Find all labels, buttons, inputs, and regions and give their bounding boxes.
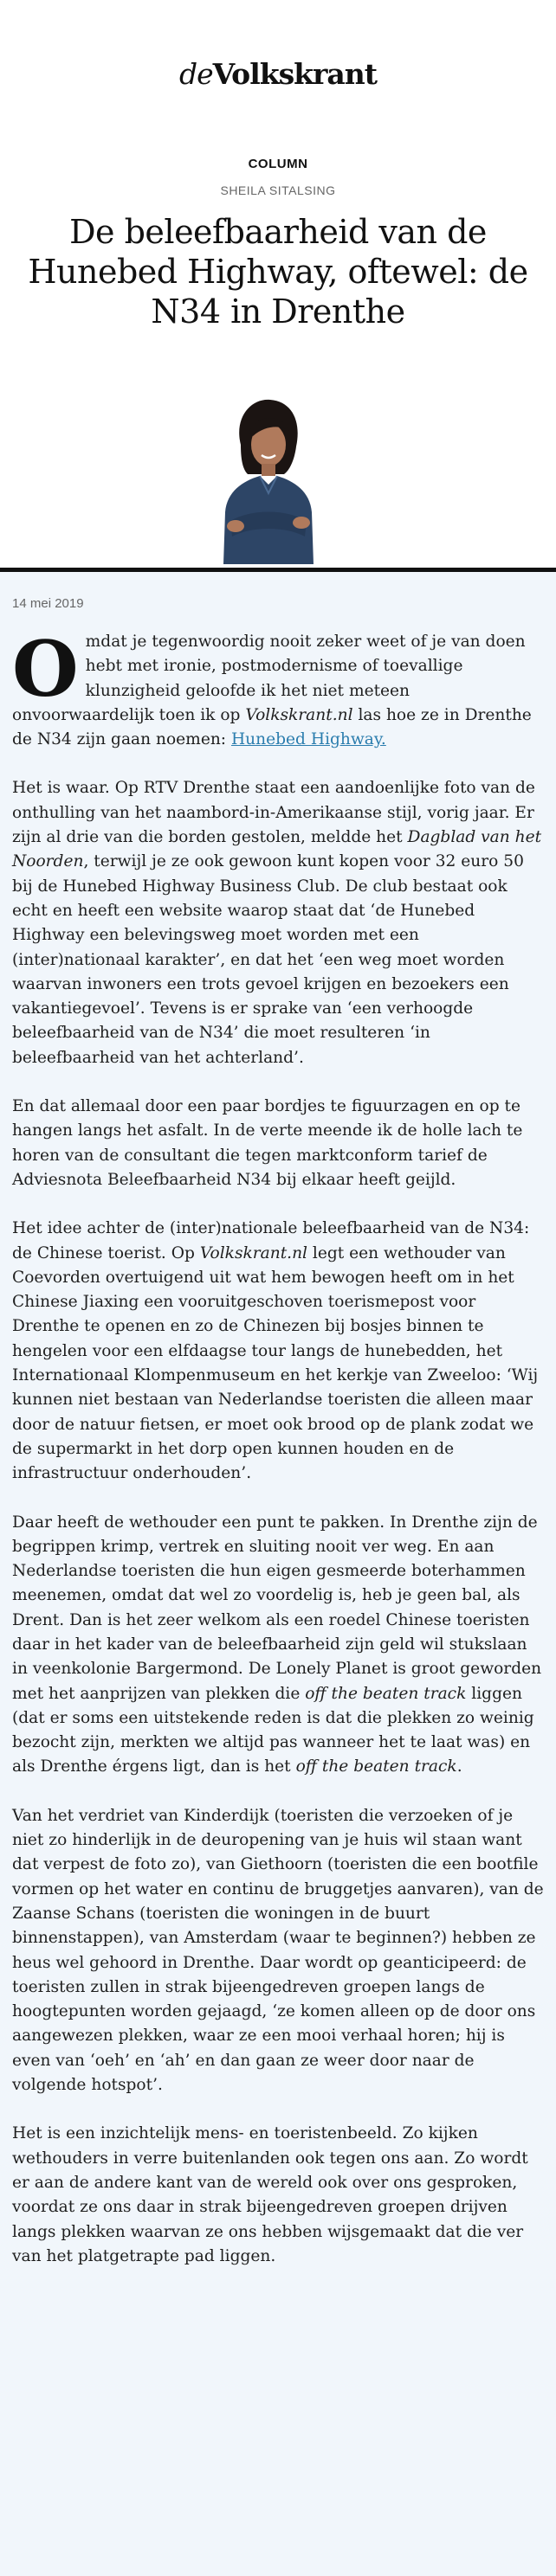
italic-text: off the beaten track — [295, 1757, 457, 1776]
masthead — [0, 0, 556, 97]
article-header — [0, 97, 556, 569]
italic-text: Volkskrant.nl — [245, 705, 353, 724]
paragraph-7: Het is een inzichtelijk mens- en toeristenbeeld. Zo kijken wethouders in verre buitenlanden ook tegen ons aan. Zo wordt er aan de andere kant van de wereld ook over ons gesproken, voordat ze ons daar in strak bijeengedreven groepen drijven langs plekken waarvan ze ons hebben wijsgemaakt dat die ver van het platgetrapte pad liggen. — [12, 2124, 528, 2265]
paragraph-text: las hoe ze in Drenthe de N34 zijn gaan noemen: — [12, 705, 532, 749]
logo-prefix: de — [178, 57, 213, 91]
hunebed-highway-link[interactable]: Hunebed Highway. — [230, 730, 386, 749]
publish-date: 14 mei 2019 — [12, 596, 84, 611]
author-portrait — [199, 391, 329, 564]
paragraph-2 — [12, 776, 544, 1070]
article-body — [0, 572, 556, 2576]
paragraph-3: En dat allemaal door een paar bordjes te figuurzagen en op te hangen langs het asfalt. In de verte meende ik de holle lach te horen van de consultant die tegen marktconform tarief de Adviesnota Beleefbaarheid N34 bij elkaar heeft geijld. — [12, 1097, 523, 1189]
article-title: De beleefbaarheid van de Hunebed Highway, oftewel: de N34 in Drenthe — [28, 212, 528, 331]
drop-cap: O — [12, 624, 79, 714]
section-kicker[interactable]: COLUMN — [248, 157, 308, 171]
author-byline[interactable]: SHEILA SITALSING — [220, 183, 336, 198]
paragraph-text: , terwijl je ze ook gewoon kunt kopen voor 32 euro 50 bij de Hunebed Highway Business Club. De club bestaat ook echt en heeft een website waarop staat dat ‘de Hunebed Highway een belevingsweg moet worden met een (inter)nationaal karakter’, en dat het ‘een weg moet worden waarvan inwoners een trots gevoel krijgen en bezoekers een vakantiegevoel’. Tevens is er sprake van ‘een verhoogde beleefbaarheid van de N34’ die moet resulteren ‘in beleefbaarheid van het achterland’. — [12, 852, 524, 1067]
paragraph-text: legt een wethouder van Coevorden overtuigend uit wat hem bewogen heeft om in het Chinese Jiaxing een vooruitgeschoven toerismepost voor Drenthe te openen en zo de Chinezen bij bosjes binnen te hengelen voor een elfdaagse tour langs de hunebedden, het Internationaal Klompenmuseum en het kerkje van Zweeloo: ‘Wij kunnen niet bestaan van Nederlandse toeristen die alleen maar door de natuur fietsen, er moet ook brood op de plank zodat we de supermarkt in het dorp open kunnen houden en de infrastructuur onderhouden’. — [12, 1243, 539, 1483]
italic-text: off the beaten track — [305, 1684, 467, 1703]
paragraph-text: liggen (dat er soms een uitstekende reden is dat die plekken zo weinig bezocht zijn, merkten we altijd pas wanneer het te laat was) en als Drenthe érgens ligt, dan is het — [12, 1684, 534, 1776]
paragraph-6: Van het verdriet van Kinderdijk (toeristen die verzoeken of je niet zo hinderlijk in de deuropening van je huis wil staan want dat verpest de foto zo), van Giethoorn (toeristen die een bootfile vormen op het water en continu de bruggetjes aanvaren), van de Zaanse Schans (toeristen die woningen in de buurt binnenstappen), van Amsterdam (waar te beginnen?) hebben ze heus wel gehoord in Drenthe. Daar wordt op geanticipeerd: de toeristen zullen in strak bijeengedreven groepen langs de hoogtepunten worden gejaagd, ‘ze komen alleen op de door ons aangewezen plekken, waar ze een mooi verhaal horen; hij is even van ‘oeh’ en ‘ah’ en dan gaan ze weer door naar de volgende hotspot’. — [12, 1806, 544, 2095]
paragraph-5 — [12, 1511, 544, 1780]
site-logo[interactable] — [0, 57, 556, 91]
paragraph-text: Daar heeft de wethouder een punt te pakken. In Drenthe zijn de begrippen krimp, vertrek en sluiting nooit ver weg. En aan Nederlandse toeristen die hun eigen gesmeerde boterhammen meenemen, omdat dat wel zo voordelig is, heb je geen bal, als Drent. Dan is het zeer welkom als een roedel Chinese toeristen daar in het kader van de beleefbaarheid zijn geld wil stukslaan in veenkolonie Bargermond. De Lonely Planet is groot geworden met het aanprijzen van plekken die — [12, 1513, 542, 1703]
paragraph-4 — [12, 1217, 544, 1486]
italic-text: Dagblad van het Noorden — [12, 828, 542, 871]
paragraph-1 — [12, 624, 544, 752]
italic-text: Volkskrant.nl — [199, 1243, 308, 1262]
logo-main: Volkskrant — [212, 57, 378, 91]
paragraph-text: Het idee achter de (inter)nationale beleefbaarheid van de N34: de Chinese toerist. Op — [12, 1219, 530, 1262]
paragraph-text: . — [456, 1757, 462, 1776]
paragraph-text: mdat je tegenwoordig nooit zeker weet of je van doen hebt met ironie, postmodernisme of toevallige klunzigheid geloofde ik het niet meteen onvoorwaardelijk toen ik op — [12, 633, 526, 724]
paragraph-text: Het is waar. Op RTV Drenthe staat een aandoenlijke foto van de onthulling van het naambord-in-Amerikaanse stijl, vorig jaar. Er zijn al drie van die borden gestolen, meldde het — [12, 779, 535, 847]
